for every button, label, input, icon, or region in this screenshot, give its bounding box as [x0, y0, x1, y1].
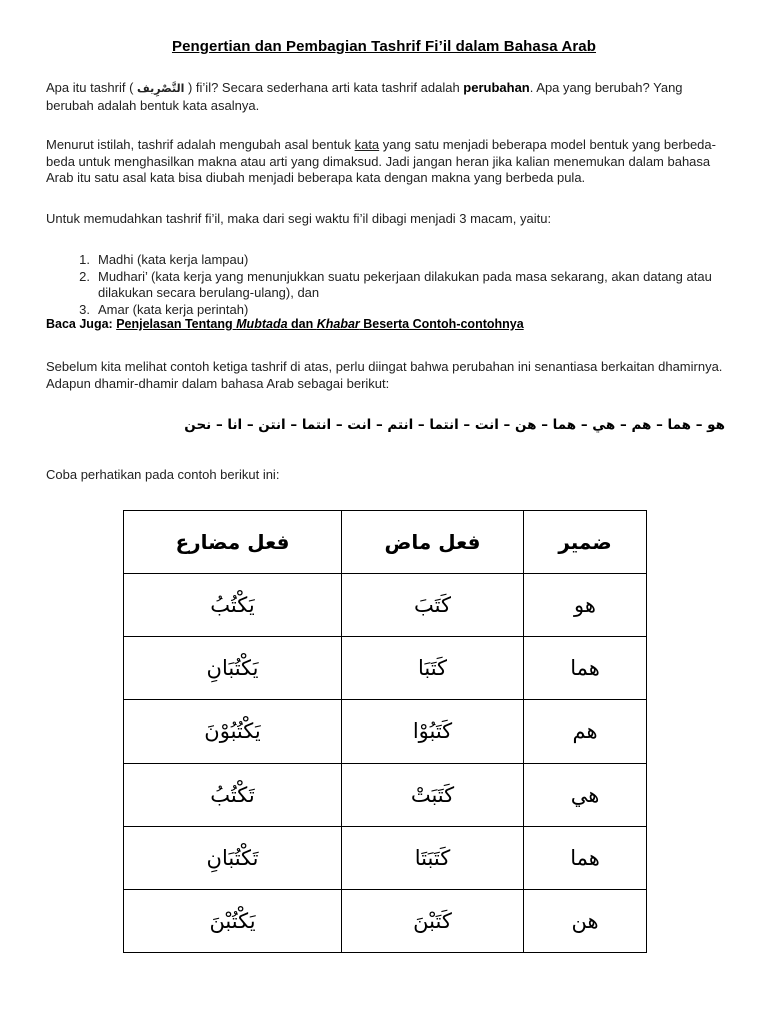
- cell-madhi: كَتَبَ: [342, 574, 524, 637]
- list-text: Amar (kata kerja perintah): [98, 301, 249, 317]
- cell-dhamir: هم: [524, 700, 647, 763]
- cell-dhamir: هو: [524, 574, 647, 637]
- cell-mudhari: يَكْتُبُ: [124, 574, 342, 637]
- intro-text-b: ) fi’il? Secara sederhana arti kata tashrif adalah: [184, 80, 464, 95]
- list-text: Mudhari’ (kata kerja yang menunjukkan suatu pekerjaan dilakukan pada masa sekarang, akan datang atau dilakukan secara berulang-ulang), dan: [98, 268, 712, 300]
- table-row: [124, 826, 647, 889]
- list-number: 2.: [79, 268, 90, 284]
- table-header-row: [124, 511, 647, 574]
- baca-juga-link[interactable]: [116, 317, 524, 331]
- cell-mudhari: يَكْتُبُوْنَ: [124, 700, 342, 763]
- tashrif-table: [123, 510, 647, 953]
- cell-dhamir: هن: [524, 889, 647, 952]
- division-paragraph: Untuk memudahkan tashrif fi’il, maka dari segi waktu fi’il dibagi menjadi 3 macam, yaitu:: [46, 211, 552, 226]
- cell-madhi: كَتَبَا: [342, 637, 524, 700]
- tashrif-arabic-term: التَّصْرِيف: [137, 82, 185, 95]
- dhamir-list-line: هو – هما – هم – هي – هما – هن – انت – انتما – انتم – انت – انتما – انتن – انا – نحن: [184, 417, 725, 433]
- kata-link[interactable]: kata: [354, 137, 380, 152]
- definition-paragraph: [46, 137, 726, 187]
- table-row: [124, 763, 647, 826]
- cell-dhamir: هما: [524, 826, 647, 889]
- baca-juga-line: [46, 317, 524, 331]
- list-item: [46, 302, 726, 319]
- table-row: [124, 574, 647, 637]
- list-text: Madhi (kata kerja lampau): [98, 252, 249, 267]
- cell-madhi: كَتَبَتْ: [342, 763, 524, 826]
- list-number: 3.: [79, 301, 90, 317]
- link-text-c: Beserta Contoh-contohnya: [359, 317, 524, 331]
- table-row: [124, 637, 647, 700]
- cell-madhi: كَتَبَتَا: [342, 826, 524, 889]
- table-row: [124, 700, 647, 763]
- intro-bold-term: perubahan: [463, 80, 530, 95]
- cell-madhi: كَتَبُوْا: [342, 700, 524, 763]
- cell-dhamir: هي: [524, 763, 647, 826]
- intro-paragraph: [46, 80, 726, 114]
- list-number: 1.: [79, 252, 90, 267]
- table-row: [124, 889, 647, 952]
- link-text-a: Penjelasan Tentang: [116, 317, 237, 331]
- list-item: [46, 269, 726, 302]
- link-text-b: dan: [287, 317, 317, 331]
- fiil-type-list: [46, 252, 726, 318]
- intro-text-c: . Apa yang berubah? Yang berubah adalah bentuk kata asalnya.: [46, 80, 683, 113]
- definition-text-b: yang satu menjadi beberapa model bentuk yang berbeda-beda untuk menghasilkan makna atau arti yang dimaksud. Jadi jangan heran jika kalian menemukan dalam bahasa Arab itu satu asal kata bisa diubah menjadi beberapa kata dengan makna yang berbeda pula.: [46, 137, 716, 185]
- baca-juga-label: Baca Juga:: [46, 317, 113, 331]
- example-intro: Coba perhatikan pada contoh berikut ini:: [46, 467, 280, 482]
- cell-madhi: كَتَبْنَ: [342, 889, 524, 952]
- definition-text-a: Menurut istilah, tashrif adalah mengubah asal bentuk: [46, 137, 355, 152]
- cell-mudhari: تَكْتُبُ: [124, 763, 342, 826]
- link-text-mubtada: Mubtada: [236, 317, 288, 331]
- intro-text-a: Apa itu tashrif (: [46, 80, 138, 95]
- cell-mudhari: يَكْتُبْنَ: [124, 889, 342, 952]
- link-text-khabar: Khabar: [316, 317, 360, 331]
- cell-mudhari: تَكْتُبَانِ: [124, 826, 342, 889]
- cell-dhamir: هما: [524, 637, 647, 700]
- list-item: [46, 252, 726, 269]
- cell-mudhari: يَكْتُبَانِ: [124, 637, 342, 700]
- page-title: Pengertian dan Pembagian Tashrif Fi’il dalam Bahasa Arab: [171, 38, 597, 55]
- header-dhamir: ضمير: [524, 511, 647, 574]
- dhamir-paragraph: Sebelum kita melihat contoh ketiga tashrif di atas, perlu diingat bahwa perubahan ini senantiasa berkaitan dhamirnya. Adapun dhamir-dhamir dalam bahasa Arab sebagai berikut:: [46, 359, 723, 391]
- header-fiil-madhi: فعل ماض: [342, 511, 524, 574]
- header-fiil-mudhari: فعل مضارع: [124, 511, 342, 574]
